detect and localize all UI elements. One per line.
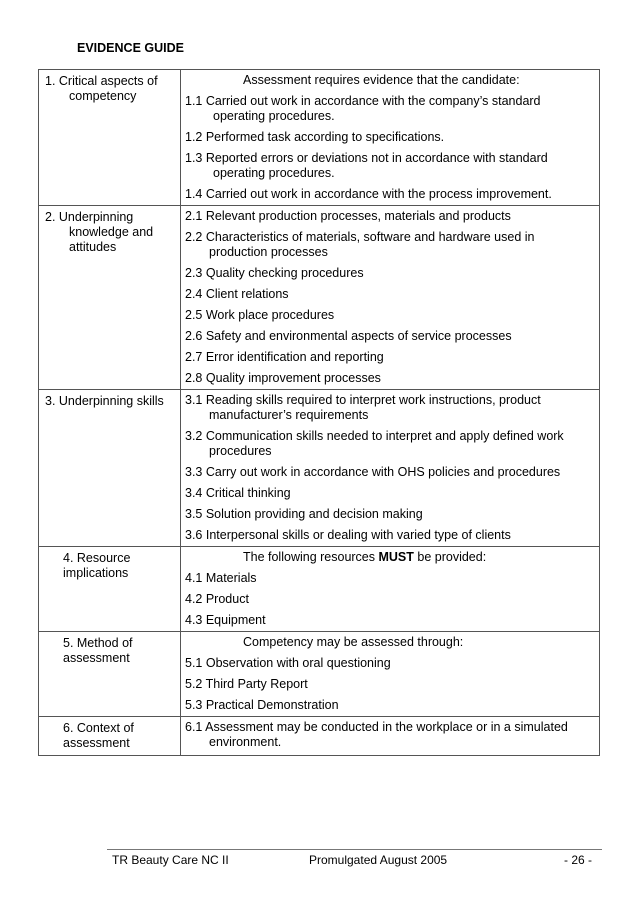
list-item: 5.3 Practical Demonstration	[185, 698, 339, 712]
footer-center: Promulgated August 2005	[309, 853, 448, 867]
row-content-context-of-assessment	[181, 717, 600, 756]
evidence-guide-table	[38, 69, 600, 756]
row-content-critical-aspects	[181, 70, 600, 206]
list-item: 6.1 Assessment may be conducted in the workplace or in a simulated environment.	[185, 720, 568, 749]
list-item: 5.1 Observation with oral questioning	[185, 656, 391, 670]
row-lead: The following resources MUST be provided:	[243, 550, 487, 564]
list-item: 1.3 Reported errors or deviations not in accordance with standard operating procedures.	[185, 151, 548, 180]
row-label-method-of-assessment: 5. Method of assessment	[39, 632, 181, 717]
table-row	[39, 547, 600, 632]
row-label-underpinning-knowledge: 2. Underpinning knowledge and attitudes	[39, 206, 181, 390]
list-item: 2.5 Work place procedures	[185, 308, 335, 322]
list-item: 3.5 Solution providing and decision making	[185, 507, 423, 521]
list-item: 3.3 Carry out work in accordance with OHS policies and procedures	[185, 465, 561, 479]
row-content-resource-implications	[181, 547, 600, 632]
list-item: 2.4 Client relations	[185, 287, 289, 301]
row-lead: Assessment requires evidence that the candidate:	[243, 73, 520, 87]
list-item: 3.1 Reading skills required to interpret work instructions, product manufacturer’s requirements	[185, 393, 541, 422]
list-item: 1.2 Performed task according to specifications.	[185, 130, 445, 144]
page-title: EVIDENCE GUIDE	[77, 41, 184, 55]
list-item: 2.6 Safety and environmental aspects of service processes	[185, 329, 512, 343]
table-row	[39, 717, 600, 756]
table-row	[39, 632, 600, 717]
row-label-underpinning-skills: 3. Underpinning skills	[39, 390, 181, 547]
table-row	[39, 70, 600, 206]
table-row	[39, 390, 600, 547]
list-item: 4.3 Equipment	[185, 613, 266, 627]
list-item: 3.6 Interpersonal skills or dealing with varied type of clients	[185, 528, 511, 542]
row-label-critical-aspects: 1. Critical aspects of competency	[39, 70, 181, 206]
list-item: 3.2 Communication skills needed to interpret and apply defined work procedures	[185, 429, 564, 458]
list-item: 3.4 Critical thinking	[185, 486, 291, 500]
list-item: 4.1 Materials	[185, 571, 257, 585]
list-item: 2.2 Characteristics of materials, software and hardware used in production processes	[185, 230, 535, 259]
footer-left: TR Beauty Care NC II	[112, 853, 229, 867]
row-content-underpinning-knowledge	[181, 206, 600, 390]
footer-divider	[107, 849, 602, 850]
list-item: 5.2 Third Party Report	[185, 677, 308, 691]
page-number: - 26 -	[564, 853, 593, 867]
list-item: 4.2 Product	[185, 592, 249, 606]
table-row	[39, 206, 600, 390]
row-lead: Competency may be assessed through:	[243, 635, 464, 649]
list-item: 1.1 Carried out work in accordance with the company’s standard operating procedures.	[185, 94, 541, 123]
row-label-context-of-assessment: 6. Context of assessment	[39, 717, 181, 756]
row-content-method-of-assessment	[181, 632, 600, 717]
list-item: 2.3 Quality checking procedures	[185, 266, 364, 280]
list-item: 2.8 Quality improvement processes	[185, 371, 381, 385]
list-item: 2.7 Error identification and reporting	[185, 350, 384, 364]
list-item: 1.4 Carried out work in accordance with the process improvement.	[185, 187, 552, 201]
row-content-underpinning-skills	[181, 390, 600, 547]
list-item: 2.1 Relevant production processes, materials and products	[185, 209, 511, 223]
row-label-resource-implications: 4. Resource implications	[39, 547, 181, 632]
